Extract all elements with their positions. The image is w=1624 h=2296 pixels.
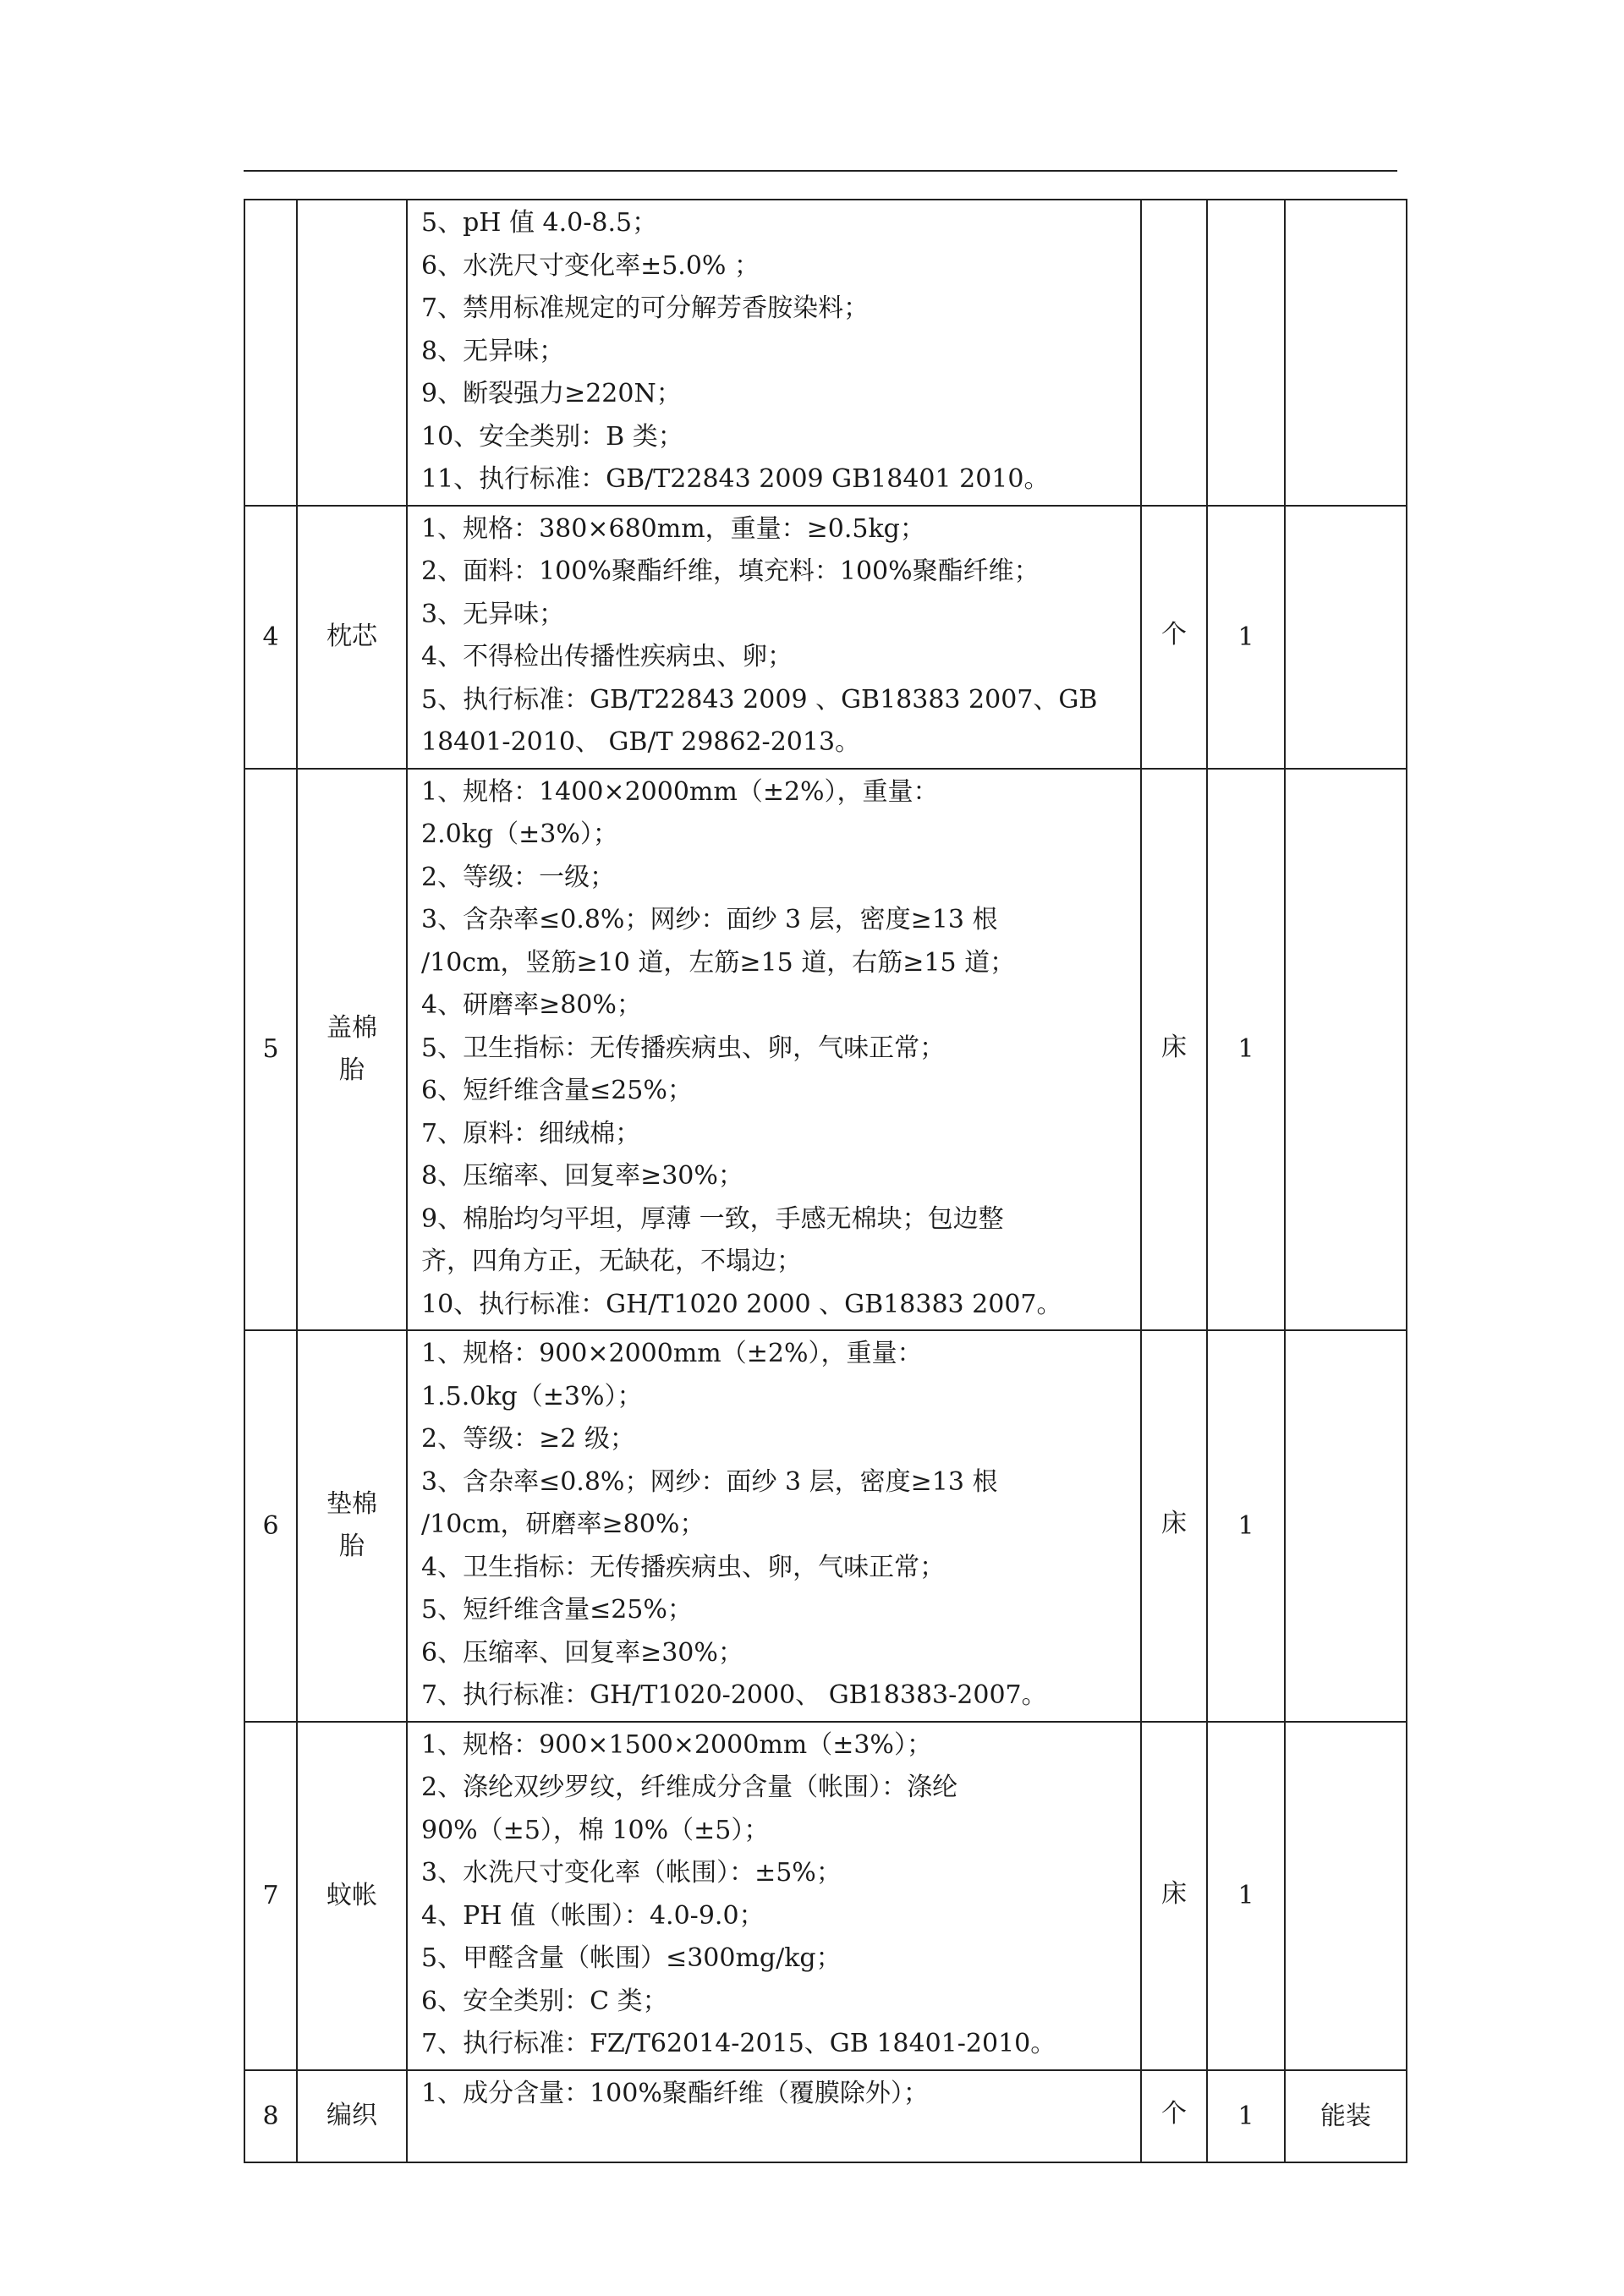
spec-line: 5、执行标准：GB/T22843 2009 、GB18383 2007、GB <box>421 684 1098 715</box>
spec-line: 10、执行标准：GH/T1020 2000 、GB18383 2007。 <box>421 1289 1062 1319</box>
item-specifications <box>407 506 1141 769</box>
spec-lines <box>408 1723 1140 2069</box>
item-name: 编织 <box>297 2070 407 2162</box>
spec-line: 11、执行标准：GB/T22843 2009 GB18401 2010。 <box>421 464 1050 494</box>
spec-line: 9、棉胎均匀平坦，厚薄 一致，手感无棉块；包边整 <box>421 1203 1004 1234</box>
spec-line: 3、水洗尺寸变化率（帐围）：±5%； <box>421 1858 842 1888</box>
item-quantity <box>1207 200 1285 506</box>
item-remark-text: 能装 <box>1320 2101 1371 2131</box>
spec-line: 10、安全类别：B 类； <box>421 421 683 452</box>
spec-line: 2.0kg（±3%）； <box>421 819 618 849</box>
spec-table <box>244 199 1407 2163</box>
spec-lines <box>408 507 1140 768</box>
spec-table-body <box>244 200 1407 2162</box>
spec-line: 1、规格：380×680mm，重量：≥0.5kg； <box>421 513 925 544</box>
spec-line: 6、安全类别：C 类； <box>421 1986 668 2016</box>
item-specifications <box>407 200 1141 506</box>
spec-line: 3、含杂率≤0.8%；网纱：面纱 3 层，密度≥13 根 <box>421 1466 998 1497</box>
spec-lines <box>408 770 1140 1330</box>
spec-line: 2、等级：一级； <box>421 862 616 892</box>
item-remark <box>1285 506 1407 769</box>
item-specifications <box>407 1330 1141 1722</box>
spec-lines <box>408 2071 1140 2162</box>
row-number: 8 <box>244 2070 297 2162</box>
spec-line: 齐，四角方正，无缺花，不塌边； <box>421 1247 802 1276</box>
row-number <box>244 200 297 506</box>
item-remark <box>1285 200 1407 506</box>
item-quantity: 1 <box>1207 1722 1285 2070</box>
item-unit <box>1141 200 1207 506</box>
table-row <box>244 1330 1407 1722</box>
table-row <box>244 769 1407 1331</box>
item-remark <box>1285 2070 1407 2162</box>
spec-line: 90%（±5），棉 10%（±5）； <box>421 1815 770 1845</box>
item-quantity: 1 <box>1207 769 1285 1331</box>
item-unit-text: 床 <box>1161 1878 1187 1909</box>
spec-line: 1、规格：1400×2000mm（±2%），重量： <box>421 776 939 807</box>
item-name: 蚊帐 <box>297 1722 407 2070</box>
spec-line: 4、PH 值（帐围）：4.0-9.0； <box>421 1900 765 1931</box>
item-specifications <box>407 2070 1141 2162</box>
item-quantity: 1 <box>1207 1330 1285 1722</box>
spec-line: 1.5.0kg（±3%）； <box>421 1381 643 1411</box>
table-row <box>244 1722 1407 2070</box>
page-header-rule <box>244 170 1397 172</box>
item-name: 垫棉胎 <box>297 1330 407 1722</box>
item-remark-text <box>1286 636 1406 638</box>
spec-line: /10cm，研磨率≥80%； <box>421 1510 705 1539</box>
spec-line: 7、禁用标准规定的可分解芳香胺染料； <box>421 293 870 323</box>
row-number: 4 <box>244 506 297 769</box>
item-unit <box>1141 769 1207 1331</box>
item-unit-text: 个 <box>1161 2099 1187 2129</box>
spec-lines <box>408 200 1140 505</box>
item-specifications <box>407 1722 1141 2070</box>
item-unit <box>1141 506 1207 769</box>
item-remark <box>1285 1330 1407 1722</box>
spec-line: 3、含杂率≤0.8%；网纱：面纱 3 层，密度≥13 根 <box>421 905 998 934</box>
item-quantity: 1 <box>1207 2070 1285 2162</box>
spec-line: 8、压缩率、回复率≥30%； <box>421 1161 743 1191</box>
spec-line: 5、卫生指标：无传播疾病虫、卵，气味正常； <box>421 1033 946 1063</box>
spec-line: 5、pH 值 4.0-8.5； <box>421 208 658 238</box>
spec-line: 6、水洗尺寸变化率±5.0% ； <box>421 250 760 281</box>
spec-line: 4、研磨率≥80%； <box>421 990 642 1020</box>
item-unit <box>1141 1722 1207 2070</box>
spec-line: 6、压缩率、回复率≥30%； <box>421 1637 743 1668</box>
item-name <box>297 200 407 506</box>
spec-line: /10cm，竖筋≥10 道，左筋≥15 道，右筋≥15 道； <box>421 947 1016 978</box>
spec-line: 7、执行标准：FZ/T62014-2015、GB 18401-2010。 <box>421 2029 1056 2058</box>
item-quantity: 1 <box>1207 506 1285 769</box>
spec-line: 8、无异味； <box>421 336 565 366</box>
item-remark-text <box>1286 1525 1406 1526</box>
spec-line: 18401-2010、 GB/T 29862-2013。 <box>421 727 861 757</box>
spec-line: 7、原料：细绒棉； <box>421 1118 641 1148</box>
item-unit-text: 个 <box>1161 620 1187 649</box>
item-remark-text <box>1286 1049 1406 1050</box>
item-remark <box>1285 769 1407 1331</box>
item-unit <box>1141 2070 1207 2162</box>
item-remark-text <box>1286 352 1406 353</box>
spec-line <box>421 2115 1133 2158</box>
table-row <box>244 2070 1407 2162</box>
item-unit-text: 床 <box>1161 1509 1187 1539</box>
spec-line: 2、涤纶双纱罗纹，纤维成分含量（帐围）：涤纶 <box>421 1773 958 1802</box>
item-unit <box>1141 1330 1207 1722</box>
spec-line: 7、执行标准：GH/T1020-2000、 GB18383-2007。 <box>421 1680 1047 1710</box>
spec-line: 5、甲醛含量（帐围）≤300mg/kg； <box>421 1943 842 1973</box>
item-name: 枕芯 <box>297 506 407 769</box>
spec-line: 1、成分含量：100%聚酯纤维（覆膜除外）； <box>421 2078 929 2108</box>
table-row <box>244 506 1407 769</box>
spec-line: 1、规格：900×1500×2000mm（±3%）； <box>421 1729 932 1760</box>
row-number: 5 <box>244 769 297 1331</box>
spec-line: 5、短纤维含量≤25%； <box>421 1595 693 1625</box>
spec-line: 2、面料：100%聚酯纤维，填充料：100%聚酯纤维； <box>421 556 1040 586</box>
spec-line: 9、断裂强力≥220N； <box>421 379 682 408</box>
spec-line: 4、卫生指标：无传播疾病虫、卵，气味正常； <box>421 1552 946 1582</box>
item-name: 盖棉胎 <box>297 769 407 1331</box>
spec-table-container <box>244 199 1406 2131</box>
spec-line: 6、短纤维含量≤25%； <box>421 1076 693 1105</box>
spec-line: 3、无异味； <box>421 599 565 629</box>
item-specifications <box>407 769 1141 1331</box>
spec-lines <box>408 1331 1140 1721</box>
item-remark <box>1285 1722 1407 2070</box>
table-row <box>244 200 1407 506</box>
spec-line: 1、规格：900×2000mm（±2%），重量： <box>421 1339 923 1368</box>
item-remark-text <box>1286 1895 1406 1897</box>
row-number: 6 <box>244 1330 297 1722</box>
row-number: 7 <box>244 1722 297 2070</box>
spec-line: 4、不得检出传播性疾病虫、卵； <box>421 642 793 671</box>
spec-line: 2、等级：≥2 级； <box>421 1424 635 1454</box>
item-unit-text: 床 <box>1161 1032 1187 1062</box>
